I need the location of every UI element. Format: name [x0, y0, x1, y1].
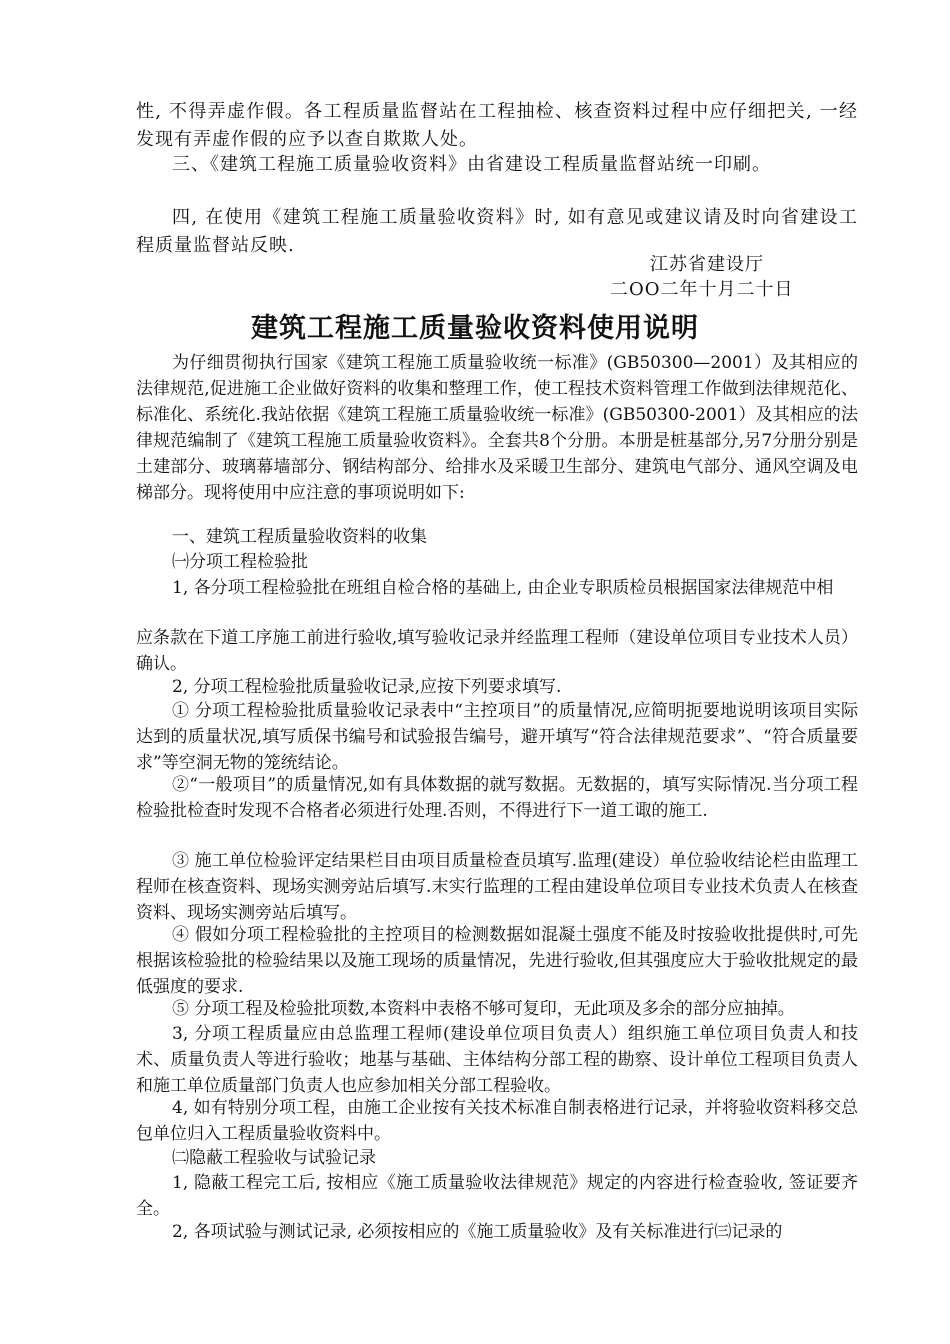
hidden-work-item-1: 1, 隐蔽工程完工后, 按相应《施工质量验收法律规范》规定的内容进行检查验收, 签证要齐全。	[136, 1173, 858, 1219]
clause-3: ③ 施工单位检验评定结果栏目由项目质量检查员填写.监理(建设）单位验收结论栏由监理工程师在核查资料、现场实测旁站后填写.末实行监理的工程由建设单位项目专业技术负责人在核查资料、现场实测旁站后填写。	[136, 851, 858, 923]
clause-5: ⑤ 分项工程及检验批项数,本资料中表格不够可复印，无此项及多余的部分应抽掉。	[172, 999, 795, 1019]
item-1-paragraph: 1, 各分项工程检验批在班组自检合格的基础上, 由企业专职质检员根据国家法律规范中相	[172, 578, 834, 598]
subsection-heading-2: ㈡隐蔽工程验收与试验记录	[172, 1148, 376, 1168]
item-4-paragraph: 4, 如有特别分项工程，由施工企业按有关技术标准自制表格进行记录，并将验收资料移交总包单位归入工程质量验收资料中。	[136, 1098, 858, 1144]
hidden-work-item-2: 2, 各项试验与测试记录, 必须按相应的《施工质量验收》及有关标准进行㈢记录的	[172, 1222, 783, 1242]
paragraph-item-4: 四, 在使用《建筑工程施工质量验收资料》时, 如有意见或建议请及时向省建设工程质量监督站反映.	[136, 207, 858, 256]
paragraph-item-3: 三、《建筑工程施工质量验收资料》由省建设工程质量监督站统一印刷。	[172, 154, 771, 175]
section-heading-1: 一、建筑工程质量验收资料的收集	[172, 527, 427, 547]
subsection-heading-1: ㈠分项工程检验批	[172, 552, 308, 572]
signature-department: 江苏省建设厅	[650, 254, 764, 275]
paragraph-continuation: 性, 不得弄虚作假。各工程质量监督站在工程抽检、核查资料过程中应仔细把关, 一经发现有弄虚作假的应予以查自欺欺人处。	[136, 101, 858, 150]
clause-4: ④ 假如分项工程检验批的主控项目的检测数据如混凝土强度不能及时按验收批提供时,可先根据该检验批的检验结果以及施工现场的质量情况，先进行验收,但其强度应大于验收批规定的最低强度的要求.	[136, 925, 858, 997]
clause-1: ① 分项工程检验批质量验收记录表中“主控项目”的质量情况,应简明扼要地说明该项目实际达到的质量状况,填写质保书编号和试验报告编号，避开填写“符合法律规范要求”、“符合质量要求”等空洞无物的笼统结论。	[136, 701, 858, 773]
clause-2: ②“一般项目”的质量情况,如有具体数据的就写数据。无数据的，填写实际情况.当分项工程检验批检查时发现不合格者必须进行处理.否则，不得进行下一道工诹的施工.	[136, 775, 858, 821]
item-2-paragraph: 2, 分项工程检验批质量验收记录,应按下列要求填写.	[172, 677, 562, 697]
document-title: 建筑工程施工质量验收资料使用说明	[251, 313, 699, 344]
signature-date: 二OO二年十月二十日	[610, 279, 794, 300]
item-3-paragraph: 3, 分项工程质量应由总监理工程师(建设单位项目负责人）组织施工单位项目负责人和技术、质量负责人等进行验收；地基与基础、主体结构分部工程的勘察、设计单位工程项目负责人和施工单位质量部门负责人也应参加相关分部工程验收。	[136, 1024, 858, 1096]
intro-paragraph: 为仔细贯彻执行国家《建筑工程施工质量验收统一标准》(GB50300—2001）及其相应的法律规范,促进施工企业做好资料的收集和整理工作，使工程技术资料管理工作做到法律规范化、标准化、系统化.我站依据《建筑工程施工质量验收统一标准》(GB50300-2001）及其相应的法律规范编制了《建筑工程施工质量验收资料》。全套共8个分册。本册是桩基部分,另7分册分别是土建部分、玻璃幕墙部分、钢结构部分、给排水及采暖卫生部分、建筑电气部分、通风空调及电梯部分。现将使用中应注意的事项说明如下:	[136, 353, 858, 503]
item-1-continuation: 应条款在下道工序施工前进行验收,填写验收记录并经监理工程师（建设单位项目专业技术人员）确认。	[136, 628, 858, 674]
